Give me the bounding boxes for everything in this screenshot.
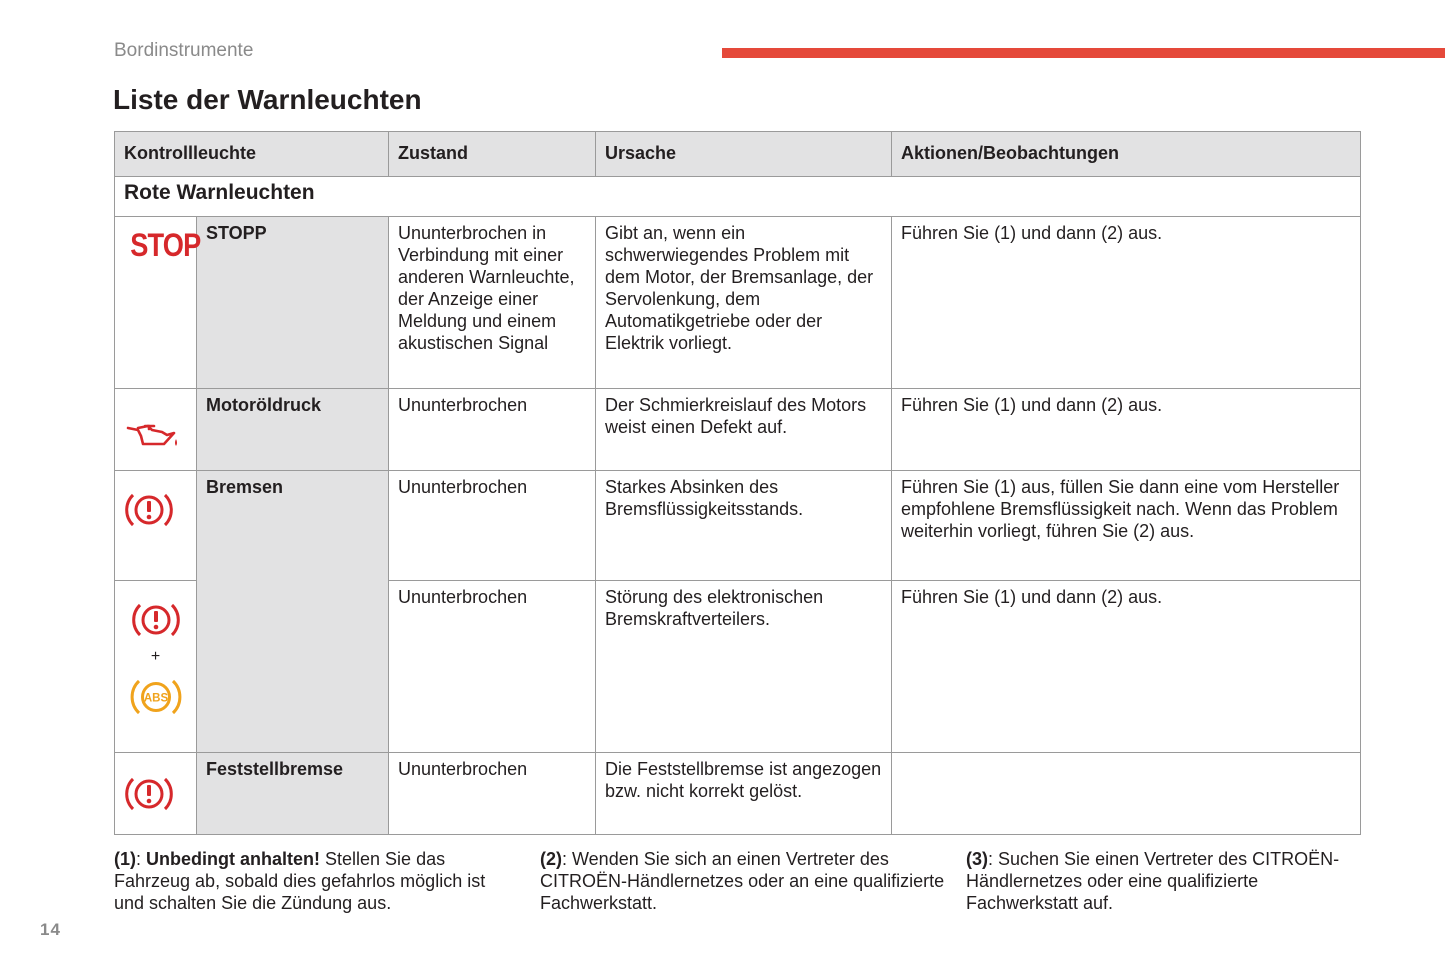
icon-cell: [115, 217, 201, 389]
action-cell: Führen Sie (1) und dann (2) aus.: [892, 581, 1361, 753]
column-header-zustand: Zustand: [389, 132, 596, 177]
footnote-1-ref: (1): [114, 849, 136, 869]
cause-cell: Die Feststellbremse ist angezogen bzw. nicht korrekt gelöst.: [596, 753, 892, 835]
action-cell: [892, 753, 1361, 835]
footnote-2-ref: (2): [540, 849, 562, 869]
state-cell: Ununterbrochen: [389, 753, 596, 835]
header-accent-bar: [722, 48, 1445, 58]
light-name: Feststellbremse: [197, 753, 389, 835]
plus-sign: +: [150, 648, 161, 665]
table-row: [115, 217, 1361, 389]
state-cell: Ununterbrochen: [389, 581, 596, 753]
cause-cell: Störung des elektronischen Bremskraftverteilers.: [596, 581, 892, 753]
warning-lights-table: [114, 131, 1361, 835]
state-cell: Ununterbrochen: [389, 471, 596, 581]
footnote-1-text: Stellen Sie das Fahrzeug ab, sobald dies gefahrlos möglich ist und schalten Sie die Zündung aus.: [114, 849, 486, 913]
footnote-3: [966, 848, 1360, 914]
stop-icon: STOP: [130, 227, 201, 263]
footnote-1-emphasis: Unbedingt anhalten!: [146, 849, 321, 869]
abs-label: ABS: [143, 692, 168, 705]
page-title: Liste der Warnleuchten: [113, 84, 422, 115]
section-row: [115, 177, 1361, 217]
table-header-row: [115, 132, 1361, 177]
light-name: Bremsen: [197, 471, 389, 753]
cause-cell: Gibt an, wenn ein schwerwiegendes Problem mit dem Motor, der Bremsanlage, der Servolenkung, dem Automatikgetriebe oder der Elektrik vorliegt.: [596, 217, 892, 389]
brake-warning-icon: [131, 598, 181, 642]
section-title: Rote Warnleuchten: [115, 177, 1361, 217]
icon-cell: [115, 753, 197, 835]
cause-cell: Der Schmierkreislauf des Motors weist einen Defekt auf.: [596, 389, 892, 471]
icon-cell: [115, 581, 197, 753]
column-header-kontrollleuchte: Kontrollleuchte: [115, 132, 389, 177]
brake-warning-icon: [124, 488, 174, 532]
page-number: 14: [40, 920, 61, 939]
abs-icon: [129, 674, 183, 720]
light-name: Motoröldruck: [197, 389, 389, 471]
action-cell: Führen Sie (1) aus, füllen Sie dann eine vom Hersteller empfohlene Bremsflüssigkeit nach. Wenn das Problem weiterhin vorliegt, führen Sie (2) aus.: [892, 471, 1361, 581]
footnote-3-text: : Suchen Sie einen Vertreter des CITROËN-Händlernetzes oder eine qualifizierte Fachwerkstatt auf.: [966, 849, 1340, 913]
footnotes: [114, 848, 1360, 914]
icon-cell: [115, 471, 197, 581]
table-row: [115, 471, 1361, 581]
column-header-ursache: Ursache: [596, 132, 892, 177]
footnote-1-sep: :: [136, 849, 147, 869]
icon-cell: [115, 389, 197, 471]
table-row: [115, 753, 1361, 835]
table-row: [115, 389, 1361, 471]
footnote-2: [540, 848, 966, 914]
action-cell: Führen Sie (1) und dann (2) aus.: [892, 217, 1361, 389]
cause-cell: Starkes Absinken des Bremsflüssigkeitsstands.: [596, 471, 892, 581]
footnote-3-ref: (3): [966, 849, 988, 869]
light-name: STOPP: [197, 217, 389, 389]
footnote-1: [114, 848, 540, 914]
action-cell: Führen Sie (1) und dann (2) aus.: [892, 389, 1361, 471]
brake-warning-icon: [124, 772, 174, 816]
column-header-aktionen: Aktionen/Beobachtungen: [892, 132, 1361, 177]
state-cell: Ununterbrochen: [389, 389, 596, 471]
footnote-2-text: : Wenden Sie sich an einen Vertreter des CITROËN-Händlernetzes oder an eine qualifizierte Fachwerkstatt.: [540, 849, 945, 913]
section-label: Bordinstrumente: [114, 40, 254, 61]
oil-can-icon: [124, 414, 182, 454]
state-cell: Ununterbrochen in Verbindung mit einer anderen Warnleuchte, der Anzeige einer Meldung und einem akustischen Signal: [389, 217, 596, 389]
